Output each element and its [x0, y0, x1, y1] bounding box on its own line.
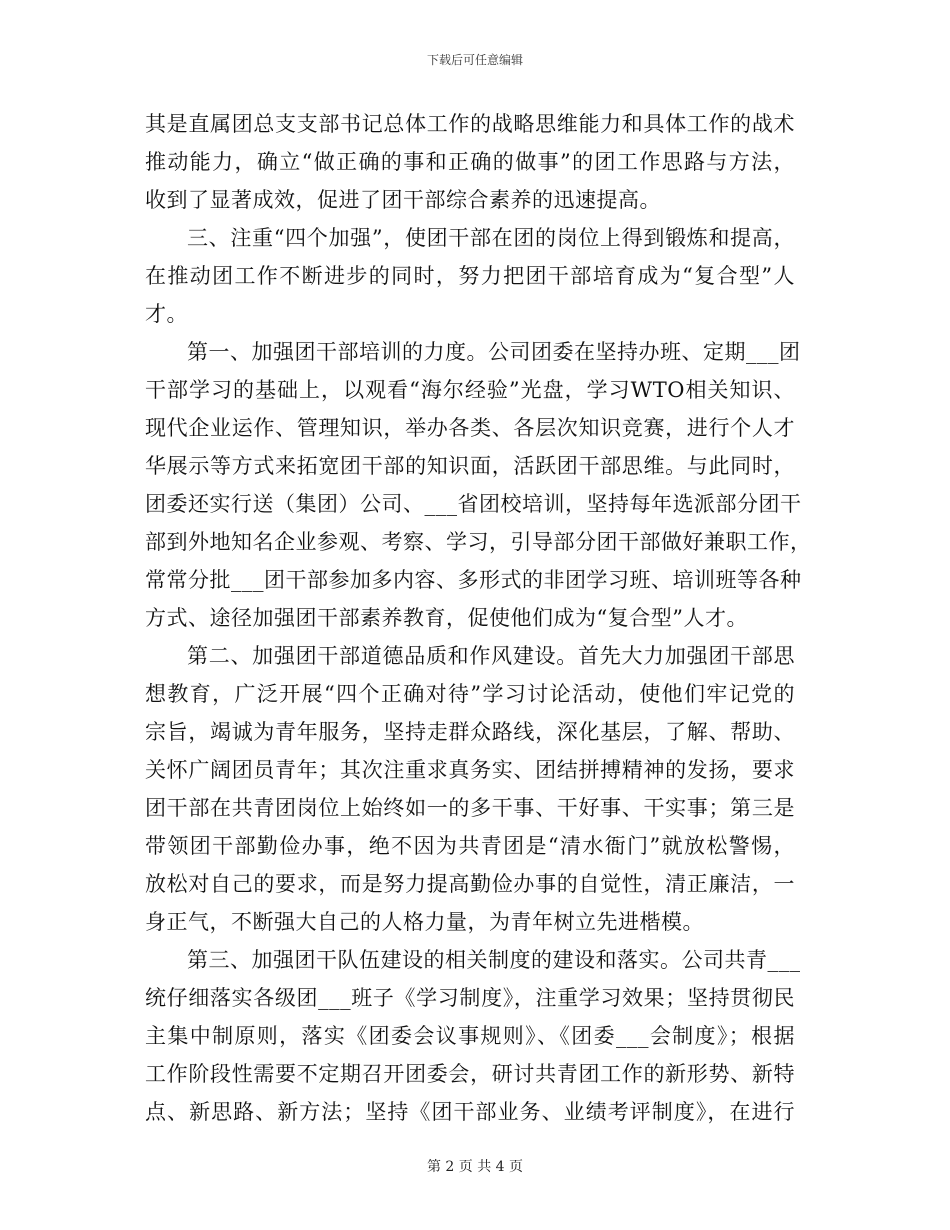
- text-line: 推动能力，确立“做正确的事和正确的做事”的团工作思路与方法，: [145, 150, 795, 174]
- text-line: 工作阶段性需要不定期召开团委会，研讨共青团工作的新形势、新特: [145, 1062, 795, 1086]
- text-line: 主集中制原则，落实《团委会议事规则》、《团委___会制度》；根据: [145, 1024, 795, 1048]
- text-line: 带领团干部勤俭办事，绝不因为共青团是“清水衙门”就放松警惕，: [145, 834, 795, 858]
- text-line: 在推动团工作不断进步的同时，努力把团干部培育成为“复合型”人: [145, 264, 795, 288]
- text-line: 方式、途径加强团干部素养教育，促使他们成为“复合型”人才。: [145, 606, 748, 630]
- text-line: 团委还实行送（集团）公司、___省团校培训，坚持每年选派部分团干: [145, 492, 802, 516]
- text-line: 身正气，不断强大自己的人格力量，为青年树立先进楷模。: [145, 910, 704, 934]
- text-line: 团干部在共青团岗位上始终如一的多干事、干好事、干实事；第三是: [145, 796, 795, 820]
- text-line: 常常分批___团干部参加多内容、多形式的非团学习班、培训班等各种: [145, 568, 802, 592]
- text-line: 其是直属团总支支部书记总体工作的战略思维能力和具体工作的战术: [145, 112, 795, 136]
- text-line: 点、新思路、新方法；坚持《团干部业务、业绩考评制度》，在进行: [145, 1100, 795, 1124]
- text-line: 第二、加强团干部道德品质和作风建设。首先大力加强团干部思: [187, 644, 795, 668]
- text-line: 关怀广阔团员青年；其次注重求真务实、团结拼搏精神的发扬，要求: [145, 758, 795, 782]
- page-number: 第 2 页 共 4 页: [426, 1159, 524, 1175]
- text-line: 想教育，广泛开展“四个正确对待”学习讨论活动，使他们牢记党的: [145, 682, 795, 706]
- page-footer: [0, 1157, 950, 1177]
- header-note: 下载后可任意编辑: [426, 53, 523, 67]
- text-line: 三、注重“四个加强”，使团干部在团的岗位上得到锻炼和提高，: [187, 226, 795, 250]
- text-line: 才。: [145, 302, 188, 326]
- text-line: 干部学习的基础上，以观看“海尔经验”光盘，学习WTO相关知识、: [145, 378, 795, 402]
- text-line: 华展示等方式来拓宽团干部的知识面，活跃团干部思维。与此同时，: [145, 454, 795, 478]
- text-line: 第一、加强团干部培训的力度。公司团委在坚持办班、定期___团: [187, 340, 801, 364]
- text-line: 宗旨，竭诚为青年服务，坚持走群众路线，深化基层，了解、帮助、: [145, 720, 795, 744]
- document-body: [145, 105, 812, 1131]
- text-line: 第三、加强团干队伍建设的相关制度的建设和落实。公司共青___: [187, 948, 801, 972]
- text-line: 部到外地知名企业参观、考察、学习，引导部分团干部做好兼职工作，: [145, 530, 812, 554]
- text-line: 现代企业运作、管理知识，举办各类、各层次知识竞赛，进行个人才: [145, 416, 795, 440]
- page-header: [0, 50, 950, 70]
- text-line: 收到了显著成效，促进了团干部综合素养的迅速提高。: [145, 188, 661, 212]
- text-line: 放松对自己的要求，而是努力提高勤俭办事的自觉性，清正廉洁，一: [145, 872, 795, 896]
- text-line: 统仔细落实各级团___班子《学习制度》，注重学习效果；坚持贯彻民: [145, 986, 795, 1010]
